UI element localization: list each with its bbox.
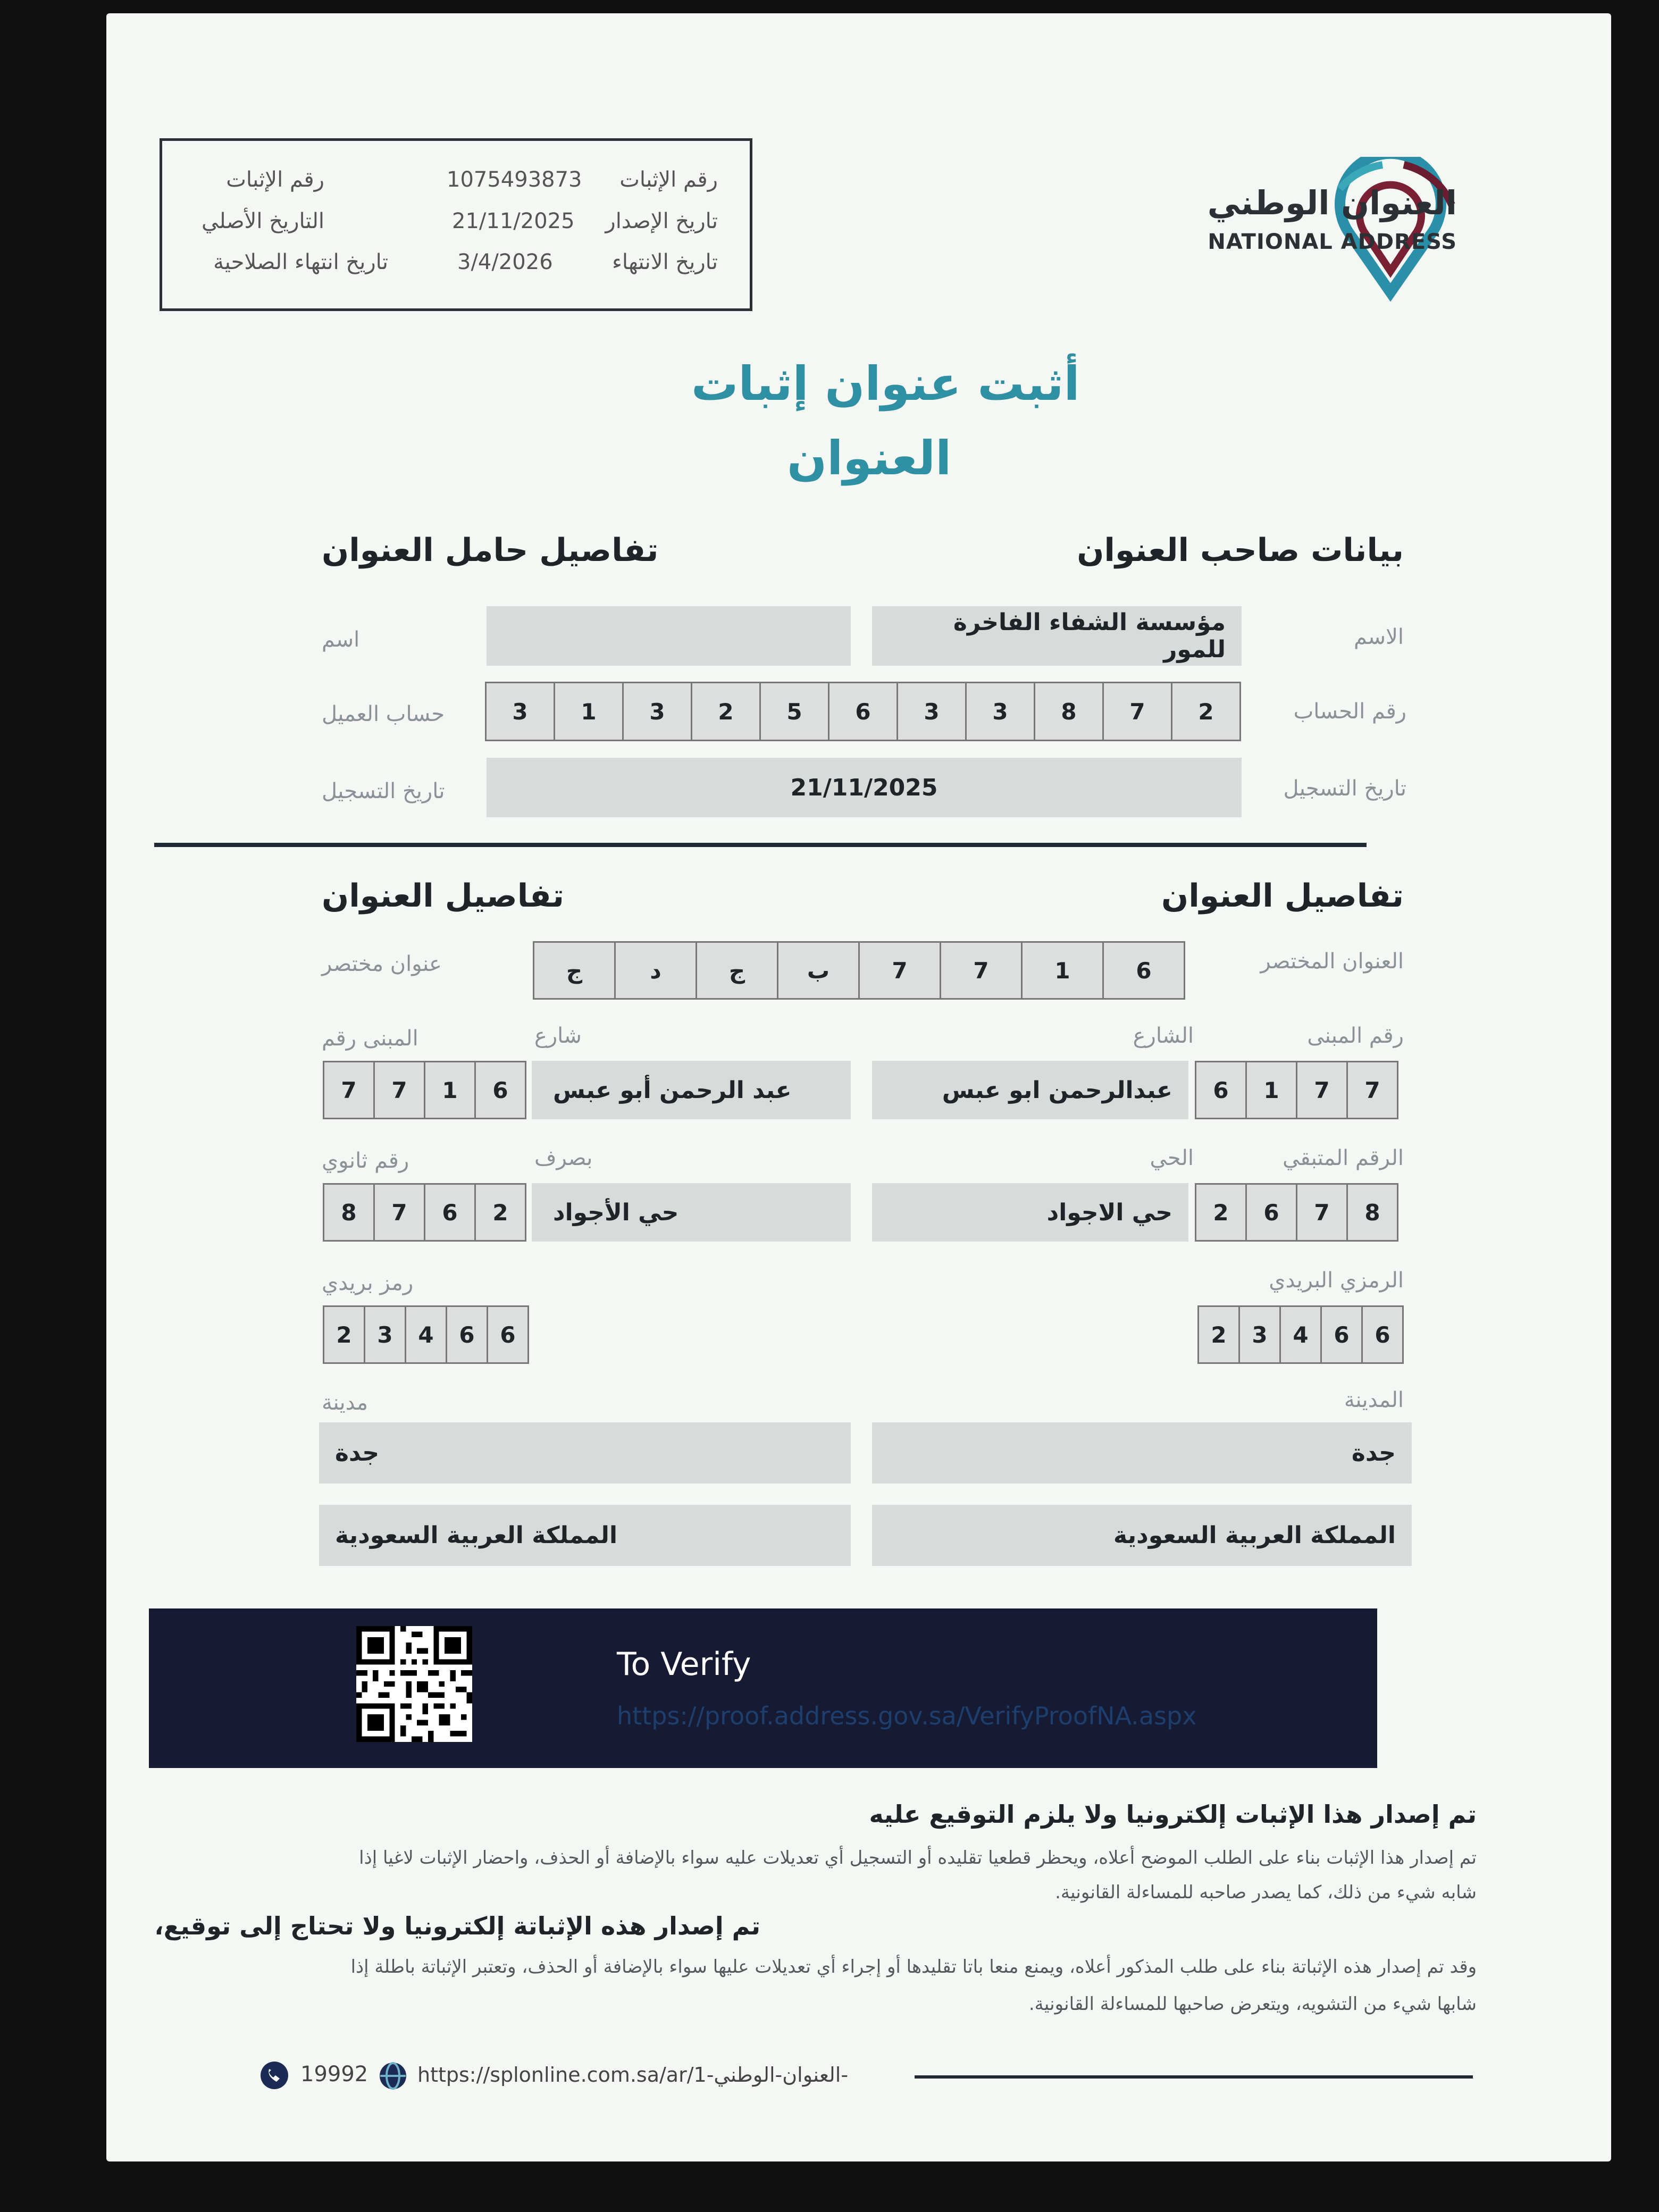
secondary-number-boxes xyxy=(1196,1183,1398,1242)
digit-box: 6 xyxy=(1361,1305,1404,1364)
country-field-left: المملكة العربية السعودية xyxy=(319,1505,851,1566)
document-title: أثبت عنوان إثبات xyxy=(691,356,1080,411)
globe-icon xyxy=(379,2062,407,2090)
secondary-number-label: الرقم المتبقي xyxy=(1283,1146,1404,1170)
digit-box: 7 xyxy=(1346,1061,1398,1119)
digit-box: 2 xyxy=(323,1305,365,1364)
digit-box: 7 xyxy=(373,1061,425,1119)
proof-number-value: 1075493873 xyxy=(447,167,582,192)
footer-website-link[interactable]: https://splonline.com.sa/ar/1-العنوان-الوطني- xyxy=(417,2063,849,2087)
account-label: رقم الحساب xyxy=(1293,699,1406,724)
digit-box: 7 xyxy=(373,1183,425,1242)
legal-body-1-line-2: شابه شيء من ذلك، كما يصدر صاحبه للمساءلة القانونية. xyxy=(1055,1882,1477,1903)
proof-info-box xyxy=(160,138,752,311)
proof-number-label-alt: رقم الإثبات xyxy=(226,167,324,192)
street-field-left: عبد الرحمن أبو عبس xyxy=(532,1061,851,1119)
city-field-left: جدة xyxy=(319,1422,851,1484)
logo-english-text: NATIONAL ADDRESS xyxy=(1208,230,1457,254)
postal-code-label: الرمزي البريدي xyxy=(1269,1268,1404,1293)
building-number-label: رقم المبنى xyxy=(1307,1024,1404,1048)
verify-banner xyxy=(149,1608,1377,1768)
postal-code-boxes-left xyxy=(324,1305,529,1364)
digit-box: 2 xyxy=(1195,1183,1247,1242)
digit-box: 6 xyxy=(1245,1183,1297,1242)
digit-box: 7 xyxy=(858,941,941,1000)
street-label: الشارع xyxy=(1133,1024,1194,1048)
footer-phone: 19992 xyxy=(300,2062,368,2087)
registration-date-label-left: تاريخ التسجيل xyxy=(322,779,445,803)
short-address-boxes xyxy=(534,941,1185,1000)
digit-box: 7 xyxy=(1296,1183,1348,1242)
expiry-date-value: 3/4/2026 xyxy=(457,250,553,274)
digit-box: 1 xyxy=(1021,941,1104,1000)
digit-box: 6 xyxy=(1320,1305,1363,1364)
digit-box: ج xyxy=(696,941,778,1000)
digit-box: 3 xyxy=(364,1305,406,1364)
address-heading: تفاصيل العنوان xyxy=(1161,877,1404,915)
digit-box: 8 xyxy=(1034,682,1104,741)
digit-box: 2 xyxy=(474,1183,526,1242)
digit-box: 8 xyxy=(1346,1183,1398,1242)
digit-box: 3 xyxy=(965,682,1035,741)
building-number-boxes xyxy=(1196,1061,1398,1119)
digit-box: 1 xyxy=(424,1061,476,1119)
verify-title: To Verify xyxy=(617,1646,751,1683)
digit-box: 7 xyxy=(323,1061,375,1119)
postal-code-label-left: رمز بريدي xyxy=(322,1271,414,1295)
verify-url-link[interactable]: https://proof.address.gov.sa/VerifyProofNA.aspx xyxy=(617,1702,1197,1730)
building-number-label-left: المبنى رقم xyxy=(322,1026,418,1051)
digit-box: 6 xyxy=(1195,1061,1247,1119)
country-field: المملكة العربية السعودية xyxy=(872,1505,1412,1566)
street-field: عبدالرحمن ابو عبس xyxy=(872,1061,1188,1119)
original-date-label: التاريخ الأصلي xyxy=(201,209,324,233)
account-label-left: حساب العميل xyxy=(322,702,445,726)
digit-box: 6 xyxy=(487,1305,529,1364)
digit-box: 3 xyxy=(896,682,967,741)
city-field: جدة xyxy=(872,1422,1412,1484)
district-label-left: بصرف xyxy=(534,1146,593,1170)
digit-box: 7 xyxy=(940,941,1023,1000)
digit-box: 2 xyxy=(691,682,761,741)
digit-box: 6 xyxy=(474,1061,526,1119)
digit-box: 3 xyxy=(622,682,692,741)
postal-code-boxes xyxy=(1199,1305,1404,1364)
name-field-left xyxy=(487,606,851,666)
registration-date-field: 21/11/2025 xyxy=(487,758,1242,817)
account-number-boxes xyxy=(487,682,1241,741)
footer-line xyxy=(915,2075,1473,2079)
digit-box: 6 xyxy=(446,1305,488,1364)
section-divider xyxy=(154,843,1367,847)
legal-body-2-line-2: شابها شيء من التشويه، ويتعرض صاحبها للمساءلة القانونية. xyxy=(1028,1993,1477,2015)
building-number-boxes-left xyxy=(324,1061,526,1119)
address-heading-left: تفاصيل العنوان xyxy=(322,877,565,915)
city-label-left: مدينة xyxy=(322,1390,368,1415)
digit-box: ب xyxy=(777,941,860,1000)
digit-box: 6 xyxy=(424,1183,476,1242)
digit-box: د xyxy=(614,941,697,1000)
digit-box: ج xyxy=(533,941,616,1000)
issue-date-value: 21/11/2025 xyxy=(452,209,575,233)
proof-number-label: رقم الإثبات xyxy=(619,167,718,192)
validity-end-label: تاريخ انتهاء الصلاحية xyxy=(213,250,388,274)
registration-date-label: تاريخ التسجيل xyxy=(1283,776,1406,801)
holder-heading: تفاصيل حامل العنوان xyxy=(322,532,659,569)
district-field-left: حي الأجواد xyxy=(532,1183,851,1242)
digit-box: 5 xyxy=(759,682,830,741)
name-label: الاسم xyxy=(1353,625,1404,649)
digit-box: 6 xyxy=(828,682,898,741)
digit-box: 3 xyxy=(1238,1305,1281,1364)
district-field: حي الاجواد xyxy=(872,1183,1188,1242)
district-label: الحي xyxy=(1150,1146,1194,1170)
street-label-left: شارع xyxy=(534,1024,582,1048)
digit-box: 4 xyxy=(405,1305,447,1364)
secondary-number-label-left: رقم ثانوي xyxy=(322,1149,409,1173)
city-label: المدينة xyxy=(1344,1388,1404,1412)
owner-heading: بيانات صاحب العنوان xyxy=(1077,532,1404,569)
digit-box: 1 xyxy=(1245,1061,1297,1119)
document-subtitle: العنوان xyxy=(787,431,952,485)
logo-arabic-text: العنوان الوطني xyxy=(1207,183,1457,222)
issue-date-label: تاريخ الإصدار xyxy=(605,209,718,233)
legal-body-2-line-1: وقد تم إصدار هذه الإثباتة بناء على طلب المذكور أعلاه، ويمنع منعا باتا تقليدها أو إجراء أي تعديلات عليها سواء بالإضافة أو الحذف، وتعتبر الإثباتة باطلة إذا xyxy=(350,1956,1477,1978)
expiry-date-label: تاريخ الانتهاء xyxy=(612,250,718,274)
digit-box: 2 xyxy=(1171,682,1241,741)
short-address-label-left: عنوان مختصر xyxy=(322,952,442,976)
legal-heading-2: تم إصدار هذه الإثباتة إلكترونيا ولا تحتاج إلى توقيع، xyxy=(154,1912,760,1940)
phone-icon xyxy=(259,2060,289,2090)
legal-heading-1: تم إصدار هذا الإثبات إلكترونيا ولا يلزم التوقيع عليه xyxy=(869,1800,1477,1829)
name-field: مؤسسة الشفاء الفاخرة للمور xyxy=(872,606,1242,666)
digit-box: 6 xyxy=(1102,941,1185,1000)
digit-box: 7 xyxy=(1102,682,1172,741)
digit-box: 2 xyxy=(1197,1305,1240,1364)
digit-box: 7 xyxy=(1296,1061,1348,1119)
short-address-label: العنوان المختصر xyxy=(1260,949,1404,974)
digit-box: 8 xyxy=(323,1183,375,1242)
name-label-left: اسم xyxy=(322,627,360,652)
digit-box: 4 xyxy=(1279,1305,1322,1364)
digit-box: 1 xyxy=(554,682,624,741)
digit-box: 3 xyxy=(485,682,555,741)
legal-body-1-line-1: تم إصدار هذا الإثبات بناء على الطلب الموضح أعلاه، ويحظر قطعيا تقليده أو التسجيل أي تعديلات عليه سواء بالإضافة أو الحذف، واحضار الإثبات لاغيا إذا xyxy=(359,1847,1477,1869)
qr-code-icon[interactable] xyxy=(356,1626,472,1742)
secondary-number-boxes-left xyxy=(324,1183,526,1242)
